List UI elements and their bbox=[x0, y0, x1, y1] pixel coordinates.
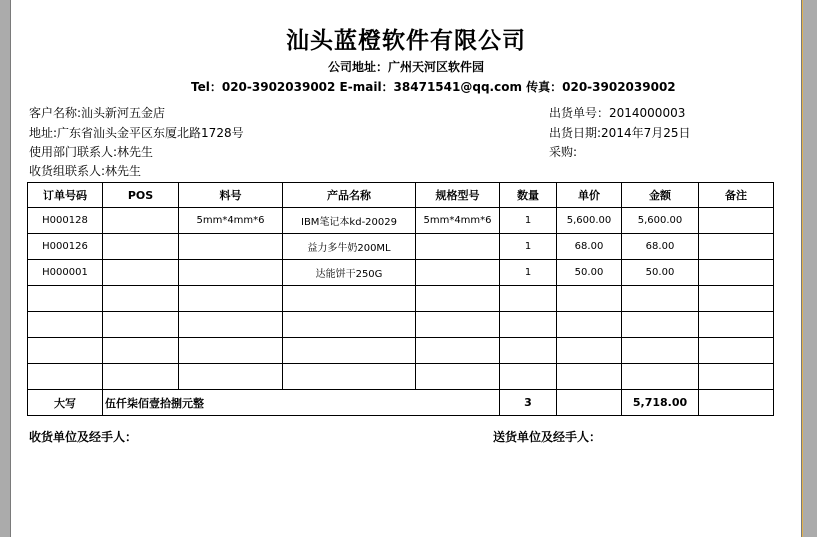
col-product-name: 产品名称 bbox=[283, 183, 416, 208]
table-cell bbox=[103, 234, 179, 260]
table-row bbox=[28, 364, 774, 390]
table-cell bbox=[283, 286, 416, 312]
table-cell bbox=[699, 312, 774, 338]
table-cell: 5,600.00 bbox=[622, 208, 699, 234]
col-remark: 备注 bbox=[699, 183, 774, 208]
receive-contact: 收货组联系人:林先生 bbox=[29, 164, 142, 178]
table-cell: 5mm*4mm*6 bbox=[179, 208, 283, 234]
table-cell bbox=[103, 260, 179, 286]
table-cell bbox=[283, 312, 416, 338]
purchase: 采购: bbox=[549, 145, 578, 159]
table-cell bbox=[103, 312, 179, 338]
customer-address: 地址:广东省汕头金平区东厦北路1728号 bbox=[29, 126, 244, 140]
sender-signature-label: 送货单位及经手人： bbox=[493, 430, 602, 444]
table-cell bbox=[179, 312, 283, 338]
total-amount-text: 伍仟柒佰壹拾捌元整 bbox=[103, 390, 500, 416]
table-cell: 达能饼干250G bbox=[283, 260, 416, 286]
table-cell: H000128 bbox=[28, 208, 103, 234]
total-amount: 5,718.00 bbox=[622, 390, 699, 416]
table-cell bbox=[416, 286, 500, 312]
table-cell bbox=[28, 338, 103, 364]
table-row bbox=[28, 260, 774, 286]
table-cell: 68.00 bbox=[622, 234, 699, 260]
col-pos: POS bbox=[103, 183, 179, 208]
table-cell bbox=[179, 260, 283, 286]
table-cell bbox=[416, 338, 500, 364]
customer-name: 客户名称:汕头新河五金店 bbox=[29, 106, 166, 120]
table-cell bbox=[557, 312, 622, 338]
table-cell bbox=[557, 364, 622, 390]
order-number: 出货单号：2014000003 bbox=[549, 106, 686, 120]
table-cell bbox=[179, 338, 283, 364]
table-row bbox=[28, 286, 774, 312]
table-cell bbox=[179, 234, 283, 260]
table-cell bbox=[103, 338, 179, 364]
dept-contact: 使用部门联系人:林先生 bbox=[29, 145, 154, 159]
table-cell bbox=[622, 312, 699, 338]
table-cell bbox=[28, 312, 103, 338]
table-cell: 5,600.00 bbox=[557, 208, 622, 234]
table-row bbox=[28, 208, 774, 234]
table-cell bbox=[103, 364, 179, 390]
table-cell bbox=[416, 364, 500, 390]
table-cell bbox=[500, 364, 557, 390]
table-cell: IBM笔记本kd-20029 bbox=[283, 208, 416, 234]
table-cell bbox=[699, 286, 774, 312]
table-row bbox=[28, 234, 774, 260]
table-cell bbox=[622, 286, 699, 312]
ship-date: 出货日期:2014年7月25日 bbox=[549, 126, 691, 140]
table-row bbox=[28, 338, 774, 364]
table-cell bbox=[103, 286, 179, 312]
total-unit-price-empty bbox=[557, 390, 622, 416]
table-cell: 50.00 bbox=[622, 260, 699, 286]
table-cell bbox=[416, 312, 500, 338]
company-address: 公司地址：广州天河区软件园 bbox=[327, 60, 484, 74]
col-order-no: 订单号码 bbox=[28, 183, 103, 208]
table-cell bbox=[699, 260, 774, 286]
col-unit-price: 单价 bbox=[557, 183, 622, 208]
table-cell bbox=[699, 234, 774, 260]
table-cell: H000126 bbox=[28, 234, 103, 260]
table-cell: 5mm*4mm*6 bbox=[416, 208, 500, 234]
table-cell: 50.00 bbox=[557, 260, 622, 286]
table-cell bbox=[699, 364, 774, 390]
total-row bbox=[28, 390, 774, 416]
table-cell bbox=[500, 286, 557, 312]
order-table bbox=[27, 182, 774, 416]
table-cell: 1 bbox=[500, 260, 557, 286]
company-contact: Tel：020-3902039002 E-mail：38471541@qq.com 传真：020-3902039002 bbox=[191, 80, 676, 94]
table-cell bbox=[500, 312, 557, 338]
table-cell bbox=[416, 234, 500, 260]
page-edge bbox=[802, 0, 803, 537]
table-cell bbox=[500, 338, 557, 364]
table-cell: 68.00 bbox=[557, 234, 622, 260]
col-amount: 金额 bbox=[622, 183, 699, 208]
col-qty: 数量 bbox=[500, 183, 557, 208]
table-cell bbox=[283, 364, 416, 390]
table-row bbox=[28, 312, 774, 338]
table-cell bbox=[103, 208, 179, 234]
table-cell bbox=[557, 286, 622, 312]
table-cell: 1 bbox=[500, 208, 557, 234]
col-part-no: 料号 bbox=[179, 183, 283, 208]
table-cell bbox=[699, 208, 774, 234]
total-qty: 3 bbox=[500, 390, 557, 416]
table-cell: H000001 bbox=[28, 260, 103, 286]
table-cell: 1 bbox=[500, 234, 557, 260]
table-cell: 益力多牛奶200ML bbox=[283, 234, 416, 260]
table-cell bbox=[28, 286, 103, 312]
table-cell bbox=[28, 364, 103, 390]
table-cell bbox=[699, 338, 774, 364]
col-spec: 规格型号 bbox=[416, 183, 500, 208]
total-remark-empty bbox=[699, 390, 774, 416]
table-cell bbox=[416, 260, 500, 286]
table-header-row bbox=[28, 183, 774, 208]
company-title: 汕头蓝橙软件有限公司 bbox=[286, 28, 526, 54]
table-cell bbox=[622, 338, 699, 364]
table-cell bbox=[179, 364, 283, 390]
table-cell bbox=[179, 286, 283, 312]
document-sheet bbox=[11, 0, 801, 537]
table-cell bbox=[557, 338, 622, 364]
receiver-signature-label: 收货单位及经手人： bbox=[29, 430, 138, 444]
table-cell bbox=[622, 364, 699, 390]
total-label: 大写 bbox=[28, 390, 103, 416]
table-cell bbox=[283, 338, 416, 364]
